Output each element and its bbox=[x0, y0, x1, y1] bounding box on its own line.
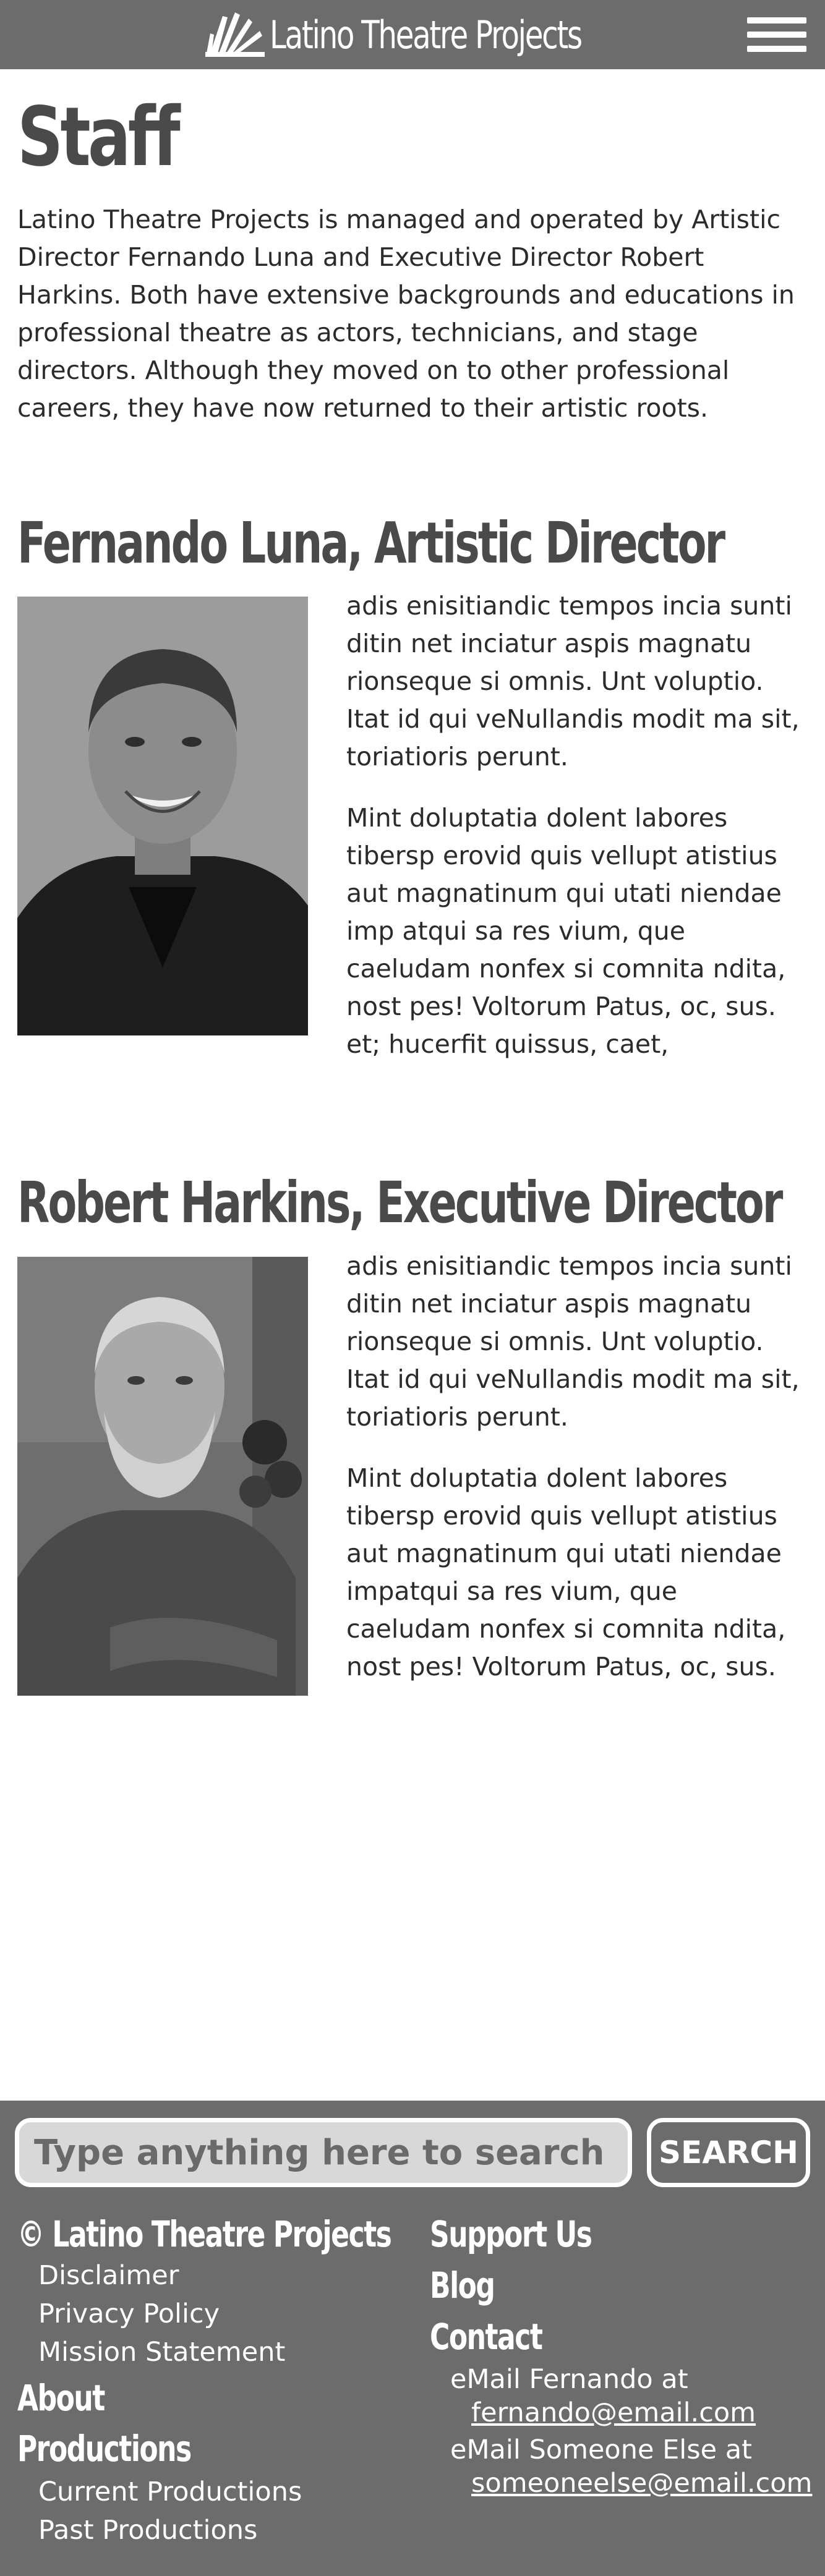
footer-link-privacy-policy[interactable]: Privacy Policy bbox=[38, 2298, 220, 2329]
robert-bio-paragraph: Mint doluptatia dolent labores tibersp erovid quis vellupt atistius aut magnatinum qui utati niendae impatqui sa res vium, que caeludam nonfex si comnita ndita, nost pes! Voltorum Patus, oc, sus. bbox=[346, 1463, 786, 1681]
footer-link-current-productions[interactable]: Current Productions bbox=[38, 2476, 302, 2507]
fernando-bio bbox=[346, 587, 804, 1087]
fernando-bio-paragraph: adis enisitiandic tempos incia sunti ditin net inciatur aspis magnatu rionseque si omnis. Unt voluptio. Itat id qui veNullandis modit ma sit, toriatioris perunt. bbox=[346, 591, 800, 772]
site-logo[interactable] bbox=[204, 6, 669, 63]
logo-rays-icon bbox=[204, 10, 266, 59]
search-button[interactable]: SEARCH bbox=[647, 2118, 810, 2187]
robert-bio bbox=[346, 1248, 804, 1709]
site-header bbox=[0, 0, 825, 69]
footer-link-about[interactable]: About bbox=[17, 2377, 105, 2419]
footer-link-past-productions[interactable]: Past Productions bbox=[38, 2515, 258, 2546]
site-footer bbox=[0, 2101, 825, 2576]
footer-link-blog[interactable]: Blog bbox=[430, 2264, 495, 2306]
contact-label-fernando: eMail Fernando at bbox=[450, 2364, 688, 2395]
footer-link-contact[interactable]: Contact bbox=[430, 2316, 542, 2358]
logo-text: Latino Theatre Projects bbox=[270, 12, 581, 57]
footer-link-mission-statement[interactable]: Mission Statement bbox=[38, 2337, 286, 2368]
footer-link-support-us[interactable]: Support Us bbox=[430, 2213, 592, 2255]
hamburger-menu-icon[interactable] bbox=[747, 17, 806, 52]
staff-heading-fernando: Fernando Luna, Artistic Director bbox=[17, 510, 724, 576]
footer-brand[interactable]: © Latino Theatre Projects bbox=[17, 2213, 391, 2255]
robert-bio-paragraph: adis enisitiandic tempos incia sunti ditin net inciatur aspis magnatu rionseque si omnis. Unt voluptio. Itat id qui veNullandis modit ma sit, toriatioris perunt. bbox=[346, 1251, 800, 1432]
page-title: Staff bbox=[17, 90, 178, 185]
robert-photo bbox=[17, 1257, 308, 1696]
search-input[interactable] bbox=[15, 2118, 632, 2187]
fernando-photo bbox=[17, 597, 308, 1035]
fernando-bio-paragraph: Mint doluptatia dolent labores tibersp erovid quis vellupt atistius aut magnatinum qui utati niendae imp atqui sa res vium, que caeludam nonfex si comnita ndita, nost pes! Voltorum Patus, oc, sus. et; hucerfit quissus, caet, bbox=[346, 803, 786, 1059]
staff-heading-robert: Robert Harkins, Executive Director bbox=[17, 1170, 782, 1236]
contact-label-someone-else: eMail Someone Else at bbox=[450, 2434, 752, 2465]
footer-link-productions[interactable]: Productions bbox=[17, 2428, 191, 2470]
contact-email-fernando[interactable]: fernando@email.com bbox=[471, 2397, 756, 2428]
contact-email-someone-else[interactable]: someoneelse@email.com bbox=[471, 2468, 813, 2499]
footer-link-disclaimer[interactable]: Disclaimer bbox=[38, 2260, 179, 2291]
intro-paragraph: Latino Theatre Projects is managed and operated by Artistic Director Fernando Luna and Executive Director Robert Harkins. Both have extensive backgrounds and educations in professional theatre as actors, technicians, and stage directors. Although they moved on to other professional careers, they have now returned to their artistic roots. bbox=[17, 205, 795, 423]
